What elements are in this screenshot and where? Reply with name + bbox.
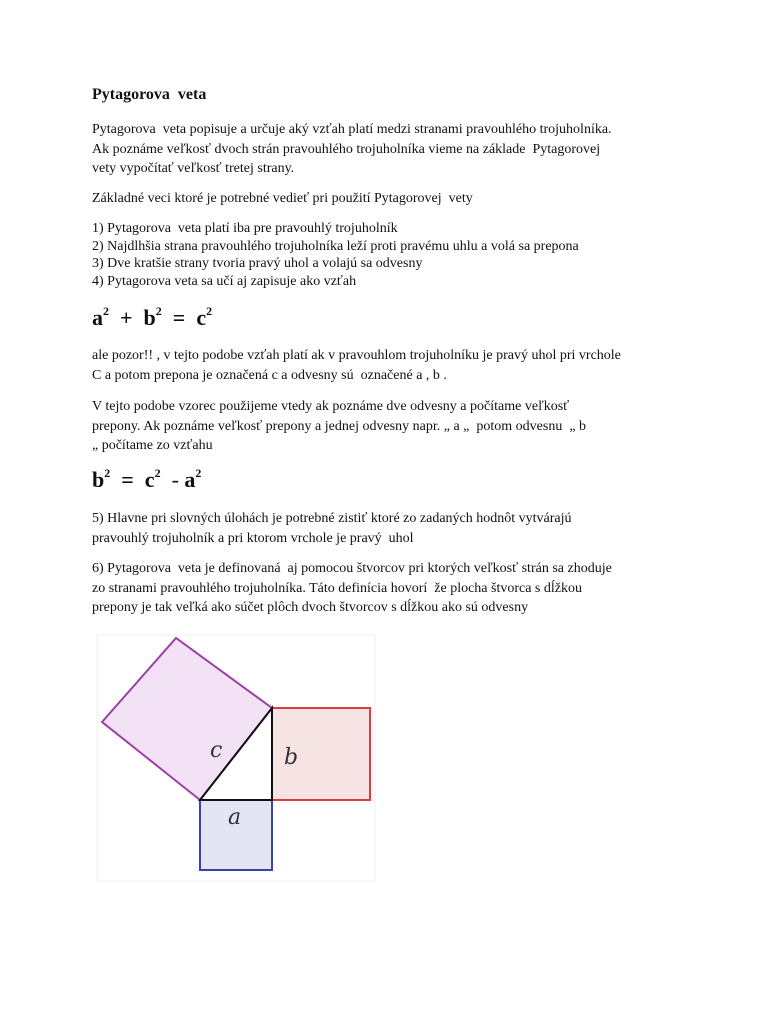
usage-paragraph (92, 397, 586, 456)
formula-exponent: 2 (195, 466, 202, 480)
page-title: Pytagorova veta (92, 86, 207, 103)
formula-exponent: 2 (155, 304, 162, 318)
formula-term-b: b (92, 467, 105, 492)
formula-exponent: 2 (154, 466, 161, 480)
point5-line: 5) Hlavne pri slovných úlohách je potrebné zistiť ktoré zo zadaných hodnôt vytvárajú (92, 511, 572, 526)
usage-line: V tejto podobe vzorec použijeme vtedy ak poznáme dve odvesny a počítame veľkosť (92, 399, 570, 414)
formula-exponent: 2 (206, 304, 213, 318)
formula-pythagoras (92, 304, 212, 331)
basics-list (92, 220, 579, 290)
formula-equals: = (121, 467, 134, 492)
formula-minus: - (171, 467, 179, 492)
point6-line: prepony je tak veľká ako súčet plôch dvoch štvorcov s dĺžkou ako sú odvesny (92, 600, 529, 615)
formula-term-b: b (143, 305, 156, 330)
warning-line: C a potom prepona je označená c a odvesny sú označené a , b . (92, 367, 447, 383)
formula-plus: + (120, 305, 133, 330)
point5-paragraph (92, 509, 572, 548)
intro-line: Ak poznáme veľkosť dvoch strán pravouhlého trojuholníka vieme na základe Pytagorovej (92, 141, 601, 157)
usage-line: prepony. Ak poznáme veľkosť prepony a jednej odvesny napr. „ a „ potom odvesnu „ b (92, 418, 587, 434)
formula-equals: = (172, 305, 186, 330)
warning-paragraph (92, 346, 621, 385)
intro-line: Pytagorova veta popisuje a určuje aký vzťah platí medzi stranami pravouhlého trojuholníka. (92, 122, 612, 137)
intro-line: vety vypočítať veľkosť tretej strany. (92, 161, 295, 176)
formula-term-a: a (184, 467, 196, 492)
formula-exponent: 2 (104, 466, 111, 480)
intro-paragraph (92, 120, 612, 179)
label-c: c (210, 738, 223, 763)
list-item: 1) Pytagorova veta platí iba pre pravouhlý trojuholník (92, 221, 398, 236)
point6-line: zo stranami pravouhlého trojuholníka. Táto definícia hovorí že plocha štvorca s dĺžkou (92, 580, 582, 596)
point6-line: 6) Pytagorova veta je definovaná aj pomocou štvorcov pri ktorých veľkosť strán sa zhoduje (92, 561, 612, 576)
formula-exponent: 2 (103, 304, 109, 318)
basics-heading: Základné veci ktoré je potrebné vedieť pri použití Pytagorovej vety (92, 191, 473, 206)
formula-term-c: c (196, 305, 207, 330)
usage-line: „ počítame zo vzťahu (92, 438, 213, 453)
pythagoras-diagram (96, 634, 376, 882)
formula-term-c: c (144, 467, 155, 492)
formula-leg (92, 466, 201, 493)
list-item: 3) Dve kratšie strany tvoria pravý uhol a volajú sa odvesny (92, 256, 423, 271)
point6-paragraph (92, 559, 612, 618)
label-b: b (284, 745, 299, 770)
point5-line: pravouhlý trojuholník a pri ktorom vrchole je pravý uhol (92, 530, 414, 546)
list-item: 4) Pytagorova veta sa učí aj zapisuje ako vzťah (92, 273, 357, 289)
list-item: 2) Najdlhšia strana pravouhlého trojuholníka leží proti pravému uhlu a volá sa prepona (92, 238, 579, 254)
pythagoras-figure (96, 634, 376, 882)
label-a: a (228, 805, 242, 830)
formula-term-a: a (92, 305, 103, 330)
warning-line: ale pozor!! , v tejto podobe vzťah platí ak v pravouhlom trojuholníku je pravý uhol pri vrchole (92, 348, 621, 363)
